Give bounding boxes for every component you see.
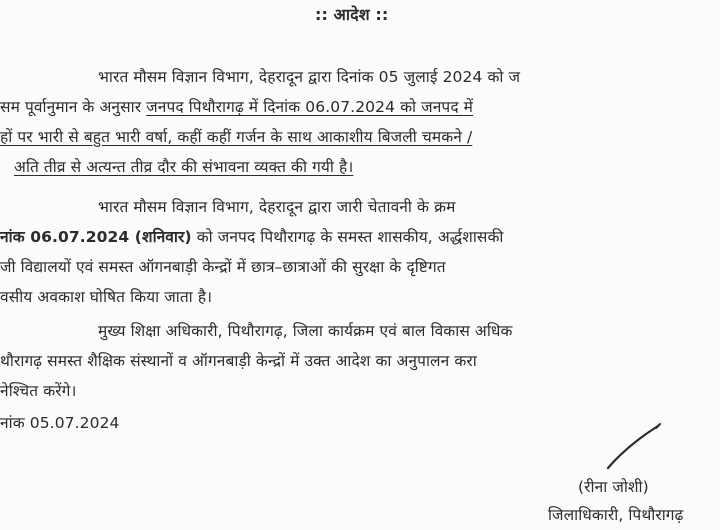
para2-line2-rest: को जनपद पिथौरागढ़ के समस्त शासकीय, अर्द्धशासकी: [191, 228, 504, 246]
para2-line1: भारत मौसम विज्ञान विभाग, देहरादून द्वारा जारी चेतावनी के क्रम: [98, 198, 456, 216]
para2-line2: [0, 226, 504, 248]
signatory-designation: जिलाधिकारी, पिथौरागढ़: [548, 506, 684, 524]
signature-scribble: [600, 420, 670, 475]
para1-line1: भारत मौसम विज्ञान विभाग, देहरादून द्वारा दिनांक 05 जुलाई 2024 को ज: [98, 68, 521, 86]
para2-date-bold: नांक 06.07.2024 (शनिवार): [0, 228, 192, 246]
para1-line4: अति तीव्र से अत्यन्त तीव्र दौर की संभावना व्यक्त की गयी है।: [14, 158, 354, 176]
order-title: :: आदेश ::: [315, 5, 389, 24]
para2-line3: जी विद्यालयों एवं समस्त ऑगनबाड़ी केन्द्रों में छात्र–छात्राओं की सुरक्षा के दृष्टिगत: [0, 258, 446, 276]
para1-line2-text: सम पूर्वानुमान के अनुसार: [0, 98, 147, 116]
para1-line2: [0, 96, 473, 118]
signatory-name: (रीना जोशी): [578, 478, 649, 496]
para3-line2: थौरागढ़ समस्त शैक्षिक संस्थानों व ऑगनबाड़ी केन्द्रों में उक्त आदेश का अनुपालन करा: [0, 352, 477, 370]
order-date: नांक 05.07.2024: [0, 414, 120, 432]
para1-line3: हों पर भारी से बहुत भारी वर्षा, कहीं कहीं गर्जन के साथ आकाशीय बिजली चमकने /: [0, 128, 473, 146]
para3-line3: नेश्चित करेंगे।: [0, 382, 77, 400]
para3-line1: मुख्य शिक्षा अधिकारी, पिथौरागढ़, जिला कार्यक्रम एवं बाल विकास अधिक: [98, 322, 513, 340]
para1-line2-underlined: जनपद पिथौरागढ़ में दिनांक 06.07.2024 को जनपद में: [146, 98, 474, 116]
para2-line4: वसीय अवकाश घोषित किया जाता है।: [0, 288, 213, 306]
